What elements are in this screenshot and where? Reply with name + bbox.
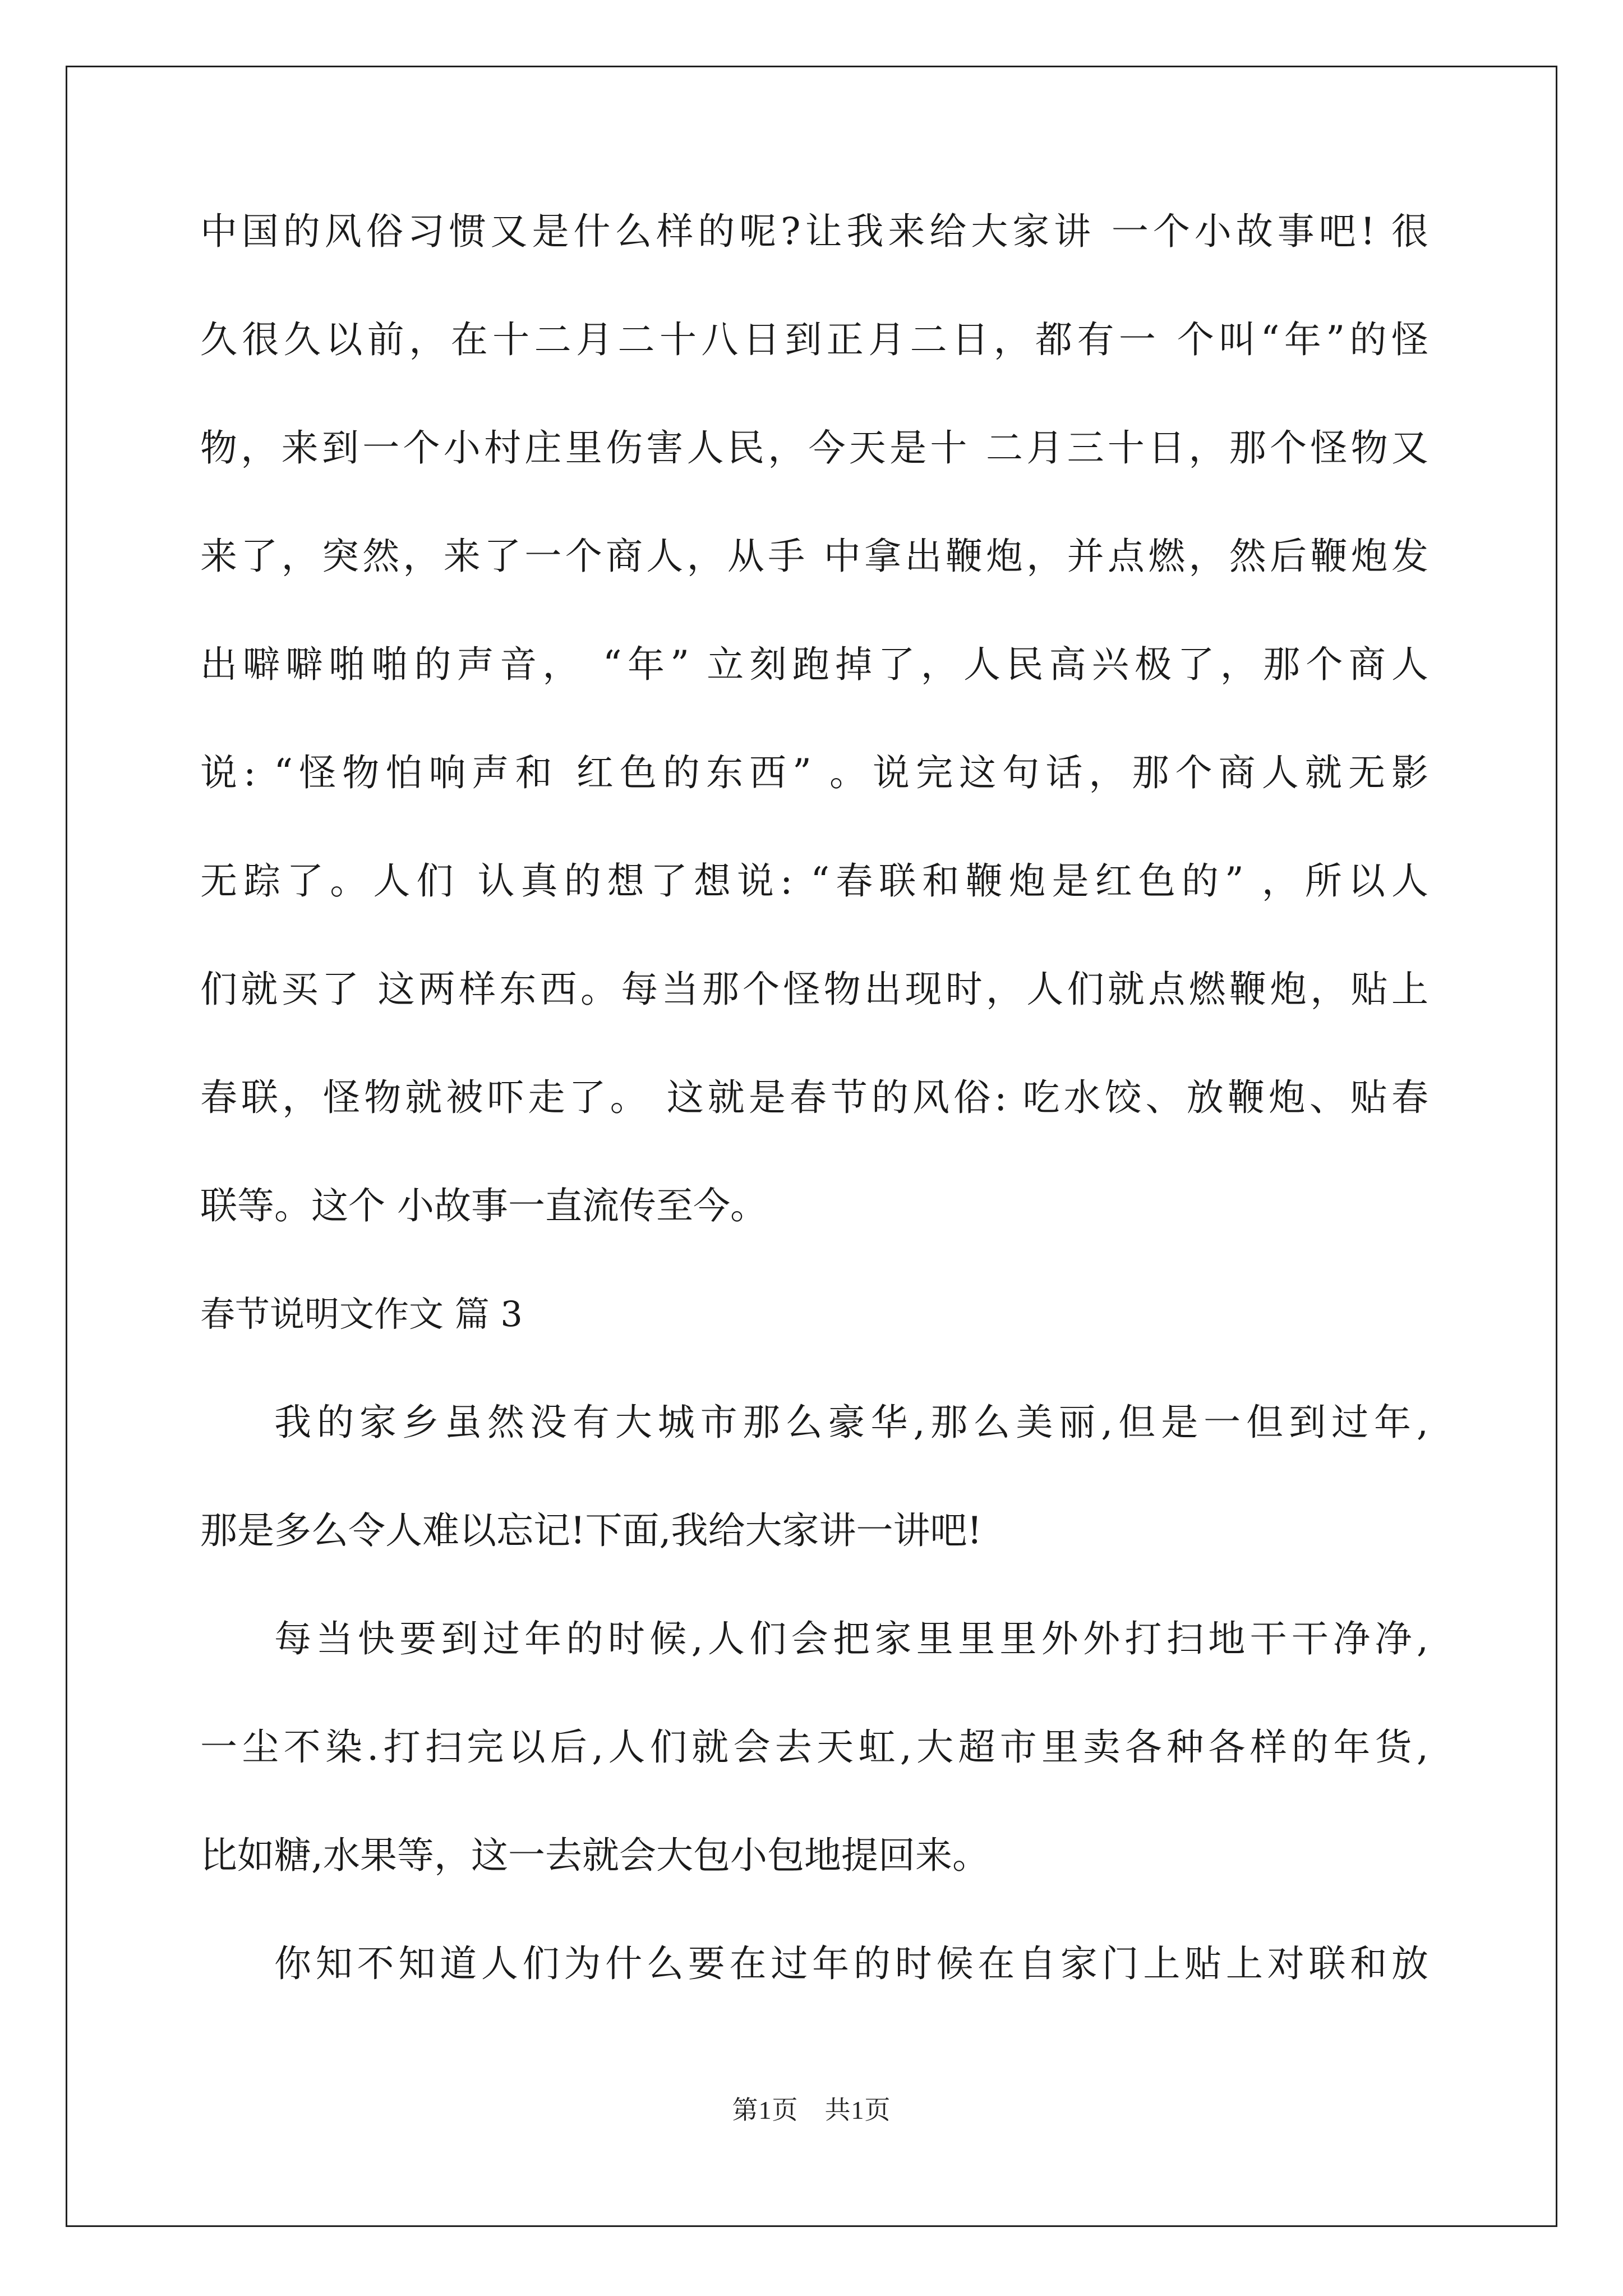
paragraph-line: 一尘不染.打扫完以后,人们就会去天虹,大超市里卖各种各样的年货, [200, 1726, 1428, 1769]
paragraph-line: 你知不知道人们为什么要在过年的时候在自家门上贴上对联和放 [274, 1942, 1428, 1985]
paragraph-line: 久很久以前，在十二月二十八日到正月二日，都有一 个叫“年”的怪 [200, 318, 1428, 361]
paragraph-line: 中国的风俗习惯又是什么样的呢?让我来给大家讲 一个小故事吧! 很 [200, 210, 1428, 253]
document-body [200, 210, 1428, 2054]
paragraph-line: 那是多么令人难以忘记!下面,我给大家讲一讲吧! [200, 1509, 983, 1552]
paragraph-line: 说: “怪物怕响声和 红色的东西” 。说完这句话，那个商人就无影 [200, 751, 1428, 794]
paragraph-line: 春联，怪物就被吓走了。 这就是春节的风俗: 吃水饺、放鞭炮、贴春 [200, 1076, 1428, 1119]
paragraph-line: 出噼噼啪啪的声音， “年” 立刻跑掉了，人民高兴极了，那个商人 [200, 643, 1428, 686]
section-title: 春节说明文作文 篇 3 [200, 1294, 523, 1335]
paragraph-line: 无踪了。人们 认真的想了想说: “春联和鞭炮是红色的” ，所以人 [200, 859, 1428, 903]
paragraph-line: 物，来到一个小村庄里伤害人民，今天是十 二月三十日，那个怪物又 [200, 426, 1428, 470]
paragraph-line: 联等。这个 小故事一直流传至今。 [200, 1184, 767, 1227]
paragraph-line: 们就买了 这两样东西。每当那个怪物出现时，人们就点燃鞭炮，贴上 [200, 968, 1428, 1011]
paragraph-line: 比如糖,水果等，这一去就会大包小包地提回来。 [200, 1834, 989, 1877]
paragraph-line: 来了，突然，来了一个商人，从手 中拿出鞭炮，并点燃，然后鞭炮发 [200, 535, 1428, 578]
paragraph-line: 每当快要到过年的时候,人们会把家里里里外外打扫地干干净净, [274, 1617, 1428, 1660]
paragraph-line: 我的家乡虽然没有大城市那么豪华,那么美丽,但是一但到过年, [274, 1401, 1428, 1444]
page-footer: 第1页 共1页 [732, 2096, 891, 2124]
